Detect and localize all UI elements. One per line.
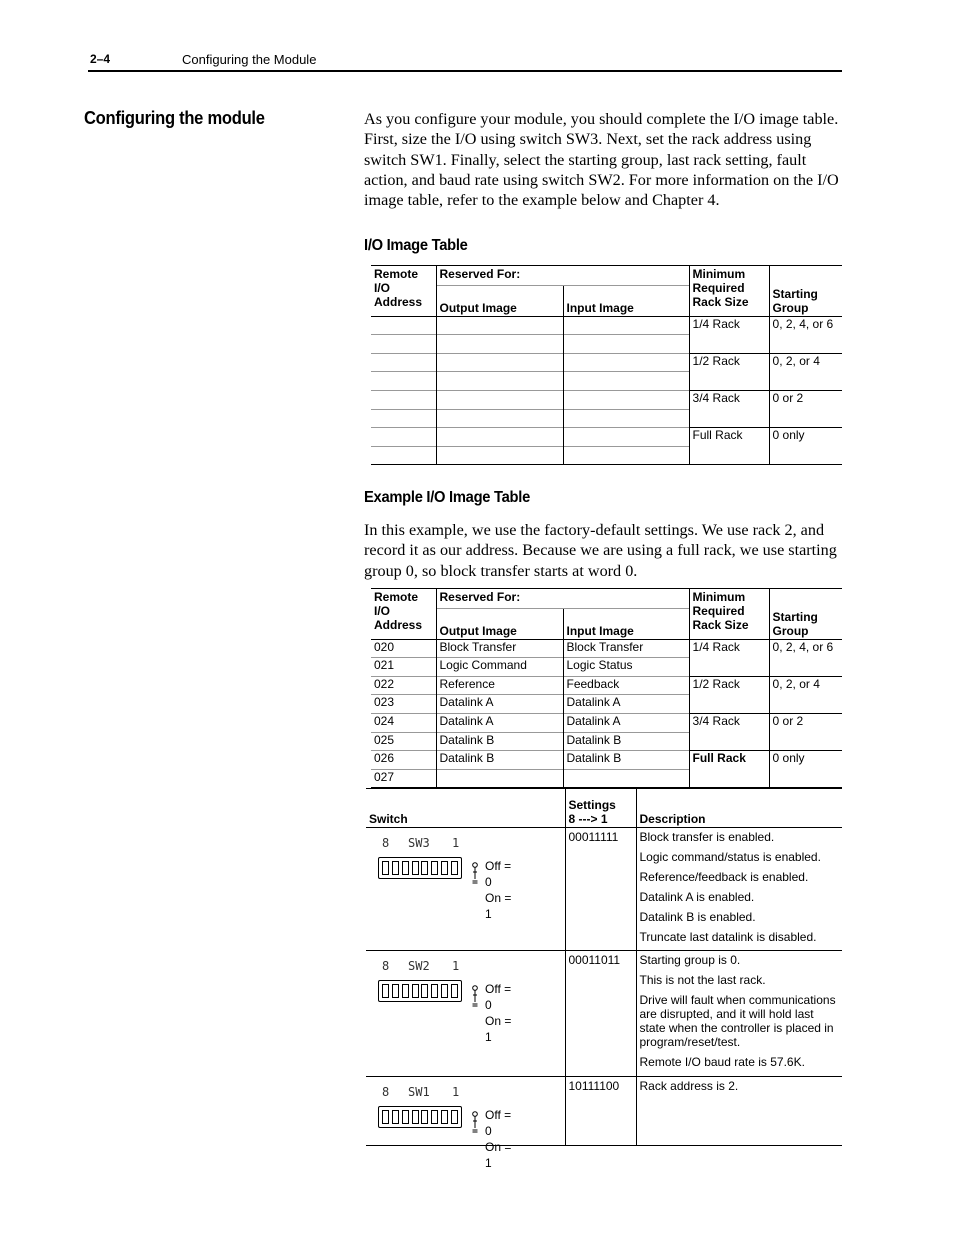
cell-address [371,353,436,372]
cell-rack-size: 3/4 Rack [689,713,769,750]
description-line: Truncate last datalink is disabled. [639,930,817,944]
example-table-title: Example I/O Image Table [364,489,531,506]
example-io-image-table [371,588,842,788]
cell-address: 026 [371,751,436,770]
table-row [371,676,842,695]
cell-starting-group: 0 or 2 [769,390,842,427]
col-starting-group: Starting Group [769,266,842,317]
dip-switch [366,1085,516,1170]
cell-input [563,335,689,354]
cell-starting-group: 0, 2, or 4 [769,353,842,390]
cell-output: Reference [436,676,563,695]
cell-address [371,372,436,391]
io-table-title: I/O Image Table [364,237,468,254]
col-reserved-for: Reserved For: [436,266,689,286]
off-label: Off = 0 [485,1108,512,1138]
intro-paragraph: As you configure your module, you should complete the I/O image table. First, size the I/O using switch SW3. Next, set the rack address using switch SW1. Finally, select the starting group, last rack setting, fault action, and baud rate using switch SW2. For more information on the I/O image table, refer to the example below and Chapter 4. [364,110,839,210]
switch-row [366,828,842,951]
description-line: Datalink A is enabled. [639,890,755,904]
cell-output: Datalink A [436,713,563,732]
description-line: Block transfer is enabled. [639,830,775,844]
cell-rack-size: Full Rack [689,428,769,465]
cell-output [436,769,563,788]
cell-starting-group: 0 or 2 [769,713,842,750]
dip-label-left: 8 [382,836,390,850]
switch-setting: 00011011 [565,951,636,1077]
cell-input [563,409,689,428]
cell-input: Datalink A [563,695,689,714]
dip-toggle [421,861,428,875]
dip-toggle [392,984,399,998]
on-off-key-icon [471,985,479,1007]
io-image-table [371,265,842,465]
cell-input [563,316,689,335]
switch-description [636,951,842,1077]
on-label: On = 1 [485,1014,512,1044]
switch-description [636,1077,842,1146]
dip-toggle [382,984,389,998]
description-line: Starting group is 0. [639,953,741,967]
col-remote-address: Remote I/O Address [371,266,436,317]
dip-toggle [402,984,409,998]
switch-row [366,951,842,1077]
cell-input: Datalink B [563,732,689,751]
cell-address: 020 [374,639,395,654]
description-line: Reference/feedback is enabled. [639,870,809,884]
cell-starting-group: 0, 2, or 4 [769,676,842,713]
dip-toggle [382,1110,389,1124]
cell-address: 027 [371,769,436,788]
cell-starting-group: 0, 2, 4, or 6 [769,639,842,676]
dip-toggle [441,861,448,875]
cell-starting-group: 0 only [769,751,842,788]
cell-output: Datalink B [436,732,563,751]
cell-input: Logic Status [563,658,689,677]
cell-address [371,409,436,428]
on-off-key-icon [471,862,479,884]
col-output-image: Output Image [436,285,563,316]
dip-toggle [441,984,448,998]
col-remote-address: Remote I/O Address [371,589,436,640]
dip-switch [366,836,516,921]
cell-output: Logic Command [436,658,563,677]
table-row [371,713,842,732]
cell-input [563,353,689,372]
col-input-image: Input Image [563,285,689,316]
cell-rack-size: 3/4 Rack [689,390,769,427]
cell-address: 024 [371,713,436,732]
cell-input [563,428,689,447]
table-row [371,639,842,658]
table-row [371,316,842,335]
cell-address [371,316,436,335]
col-starting-group: Starting Group [769,589,842,640]
dip-toggle [431,984,438,998]
cell-output [436,372,563,391]
dip-label-right: 1 [452,959,460,973]
table-row [371,428,842,447]
dip-legend [485,981,516,1045]
cell-output [436,335,563,354]
example-paragraph: In this example, we use the factory-default settings. We use rack 2, and record it as our address. Because we are using a full rack, we use starting group 0, so block transfer starts at word 0. [364,521,837,580]
switch-settings-table [366,788,842,1170]
cell-rack-size: 1/4 Rack [689,316,769,353]
cell-output [436,316,563,335]
dip-toggle [451,1110,458,1124]
dip-toggle [402,861,409,875]
on-label: On = 1 [485,891,512,921]
cell-output: Datalink B [436,751,563,770]
description-line: Drive will fault when communications are disrupted, and it will hold last state when the controller is placed in program/reset/test. [639,993,836,1049]
table-row [371,751,842,770]
cell-input [563,372,689,391]
cell-input: Datalink A [563,713,689,732]
dip-switch [366,959,516,1044]
cell-input: Feedback [563,676,689,695]
col-min-rack-size: Minimum Required Rack Size [689,589,769,640]
section-title: Configuring the module [84,108,265,128]
col-input-image: Input Image [563,608,689,639]
off-label: Off = 0 [485,982,512,1012]
dip-label-name: SW1 [408,1085,430,1099]
dip-label-name: SW3 [408,836,430,850]
switch-diagram-cell [366,828,565,951]
col-output-image: Output Image [436,608,563,639]
dip-toggle [412,984,419,998]
dip-toggle [392,861,399,875]
dip-label-left: 8 [382,1085,390,1099]
cell-output [436,428,563,447]
switch-row [366,1077,842,1146]
cell-output: Datalink A [436,695,563,714]
switch-setting: 00011111 [565,828,636,951]
dip-toggle [392,1110,399,1124]
col-description: Description [636,789,842,828]
dip-legend [485,858,516,922]
cell-rack-size: 1/2 Rack [689,353,769,390]
dip-toggle [421,1110,428,1124]
cell-address [371,446,436,465]
col-reserved-for: Reserved For: [436,589,689,609]
col-switch: Switch [369,812,408,826]
dip-toggle [431,861,438,875]
dip-label-right: 1 [452,836,460,850]
dip-label-left: 8 [382,959,390,973]
switch-diagram-cell [366,1077,565,1170]
dip-toggle [431,1110,438,1124]
cell-output [436,353,563,372]
table-row [371,390,842,409]
description-line: Remote I/O baud rate is 57.6K. [639,1055,805,1069]
cell-output [436,409,563,428]
on-off-key-icon [471,1111,479,1133]
cell-output [436,390,563,409]
cell-starting-group: 0 only [769,428,842,465]
cell-input: Block Transfer [563,639,689,658]
cell-address [371,335,436,354]
dip-toggle [412,861,419,875]
cell-input [563,390,689,409]
cell-starting-group: 0, 2, 4, or 6 [769,316,842,353]
cell-output: Block Transfer [436,639,563,658]
cell-rack-size: 1/2 Rack [689,676,769,713]
running-title: Configuring the Module [182,52,317,67]
description-line: This is not the last rack. [639,973,766,987]
description-line: Datalink B is enabled. [639,910,756,924]
cell-address: 021 [371,658,436,677]
switch-diagram-cell [366,951,565,1077]
cell-address: 023 [371,695,436,714]
dip-toggle [451,984,458,998]
dip-label-name: SW2 [408,959,430,973]
dip-toggle [451,861,458,875]
dip-toggle [441,1110,448,1124]
dip-switch-body [378,980,462,1002]
cell-rack-size: Full Rack [689,751,769,788]
on-label: On = 1 [485,1140,512,1170]
dip-switch-body [378,1106,462,1128]
page-number: 2–4 [90,52,111,66]
cell-input: Datalink B [563,751,689,770]
cell-address: 022 [371,676,436,695]
cell-input [563,769,689,788]
description-line: Logic command/status is enabled. [639,850,821,864]
description-line: Rack address is 2. [639,1079,739,1093]
dip-toggle [412,1110,419,1124]
dip-toggle [421,984,428,998]
switch-setting: 10111100 [565,1077,636,1146]
header-rule [88,70,842,72]
dip-switch-body [378,857,462,879]
cell-address: 025 [371,732,436,751]
cell-output [436,446,563,465]
dip-legend [485,1107,516,1171]
off-label: Off = 0 [485,859,512,889]
dip-toggle [402,1110,409,1124]
table-row [371,353,842,372]
cell-input [563,446,689,465]
switch-description [636,828,842,951]
dip-toggle [382,861,389,875]
cell-rack-size: 1/4 Rack [689,639,769,676]
dip-label-right: 1 [452,1085,460,1099]
col-min-rack-size: Minimum Required Rack Size [689,266,769,317]
cell-address [371,428,436,447]
cell-address [371,390,436,409]
col-settings: Settings 8 ---> 1 [565,789,636,828]
